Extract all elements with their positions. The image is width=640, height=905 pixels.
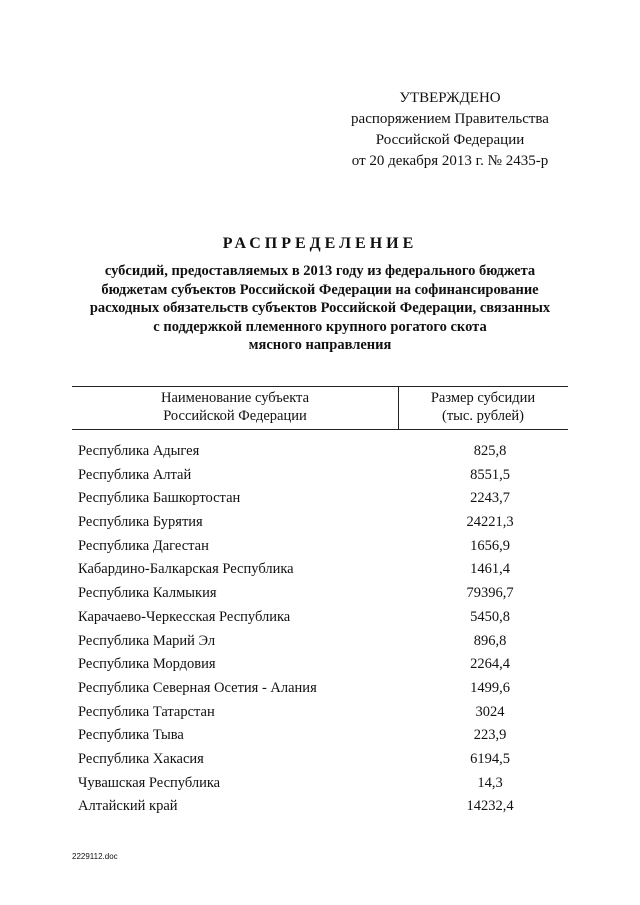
approval-block bbox=[330, 88, 570, 172]
approval-line-3: от 20 декабря 2013 г. № 2435-р bbox=[351, 153, 549, 169]
region-name: Республика Хакасия bbox=[78, 750, 204, 767]
subtitle-line-3: расходных обязательств субъектов Российской Федерации, связанных bbox=[89, 300, 551, 316]
subsidy-value: 2264,4 bbox=[470, 656, 510, 673]
table-row bbox=[78, 465, 558, 489]
approval-line-2: Российской Федерации bbox=[375, 132, 525, 148]
column-header-region bbox=[72, 389, 398, 425]
document-title: РАСПРЕДЕЛЕНИЕ bbox=[222, 235, 418, 252]
column-header-subsidy-line-2: (тыс. рублей) bbox=[442, 408, 524, 424]
subsidy-value: 2243,7 bbox=[470, 490, 510, 507]
table-row bbox=[78, 654, 558, 678]
subsidy-value: 6194,5 bbox=[470, 750, 510, 767]
subtitle-line-1: субсидий, предоставляемых в 2013 году из федерального бюджета bbox=[104, 263, 536, 279]
subsidy-value: 8551,5 bbox=[470, 466, 510, 483]
document-filename: 2229112.doc bbox=[72, 852, 118, 861]
document-subtitle bbox=[60, 262, 580, 355]
table-row bbox=[78, 725, 558, 749]
subtitle-line-2: бюджетам субъектов Российской Федерации на софинансирование bbox=[101, 281, 539, 298]
region-name: Кабардино-Балкарская Республика bbox=[78, 561, 294, 578]
subsidy-value: 14232,4 bbox=[466, 798, 514, 815]
table-row bbox=[78, 796, 558, 820]
subsidy-value: 1461,4 bbox=[470, 561, 510, 578]
table-row bbox=[78, 773, 558, 797]
subtitle-line-5: мясного направления bbox=[248, 337, 392, 353]
table-row bbox=[78, 559, 558, 583]
table-top-rule bbox=[72, 386, 568, 387]
subsidy-value: 3024 bbox=[475, 703, 505, 720]
subsidy-value: 223,9 bbox=[473, 727, 507, 744]
table-row bbox=[78, 441, 558, 465]
region-name: Республика Калмыкия bbox=[78, 585, 217, 602]
region-name: Карачаево-Черкесская Республика bbox=[78, 608, 291, 625]
table-row bbox=[78, 631, 558, 655]
region-name: Республика Татарстан bbox=[78, 703, 215, 720]
column-header-subsidy-line-1: Размер субсидии bbox=[430, 390, 536, 406]
subsidy-value: 896,8 bbox=[473, 632, 507, 649]
table-row bbox=[78, 488, 558, 512]
region-name: Республика Тыва bbox=[78, 727, 184, 744]
table-row bbox=[78, 702, 558, 726]
table-header-bottom-rule bbox=[72, 429, 568, 430]
region-name: Республика Бурятия bbox=[78, 514, 203, 531]
approval-line-1: распоряжением Правительства bbox=[351, 111, 549, 127]
subsidy-value: 1656,9 bbox=[470, 537, 510, 554]
table-row bbox=[78, 583, 558, 607]
table-row bbox=[78, 536, 558, 560]
table-row bbox=[78, 749, 558, 773]
region-name: Республика Башкортостан bbox=[78, 490, 241, 507]
region-name: Республика Марий Эл bbox=[78, 632, 216, 649]
region-name: Республика Алтай bbox=[78, 466, 192, 483]
region-name: Алтайский край bbox=[78, 798, 178, 815]
column-header-subsidy bbox=[398, 389, 568, 425]
column-header-region-line-2: Российской Федерации bbox=[163, 408, 307, 424]
region-name: Республика Северная Осетия - Алания bbox=[78, 679, 317, 696]
table-body bbox=[78, 441, 558, 820]
table-row bbox=[78, 512, 558, 536]
column-header-region-line-1: Наименование субъекта bbox=[160, 390, 310, 406]
table-row bbox=[78, 678, 558, 702]
subsidy-value: 1499,6 bbox=[470, 679, 510, 696]
region-name: Республика Дагестан bbox=[78, 537, 209, 554]
subtitle-line-4: с поддержкой племенного крупного рогатого скота bbox=[153, 318, 487, 335]
subsidy-value: 79396,7 bbox=[466, 585, 514, 602]
approval-stamp: УТВЕРЖДЕНО bbox=[399, 90, 501, 106]
region-name: Республика Адыгея bbox=[78, 443, 200, 459]
region-name: Республика Мордовия bbox=[78, 656, 216, 673]
subsidy-value: 5450,8 bbox=[470, 608, 510, 625]
subsidy-value: 825,8 bbox=[473, 443, 507, 459]
table-row bbox=[78, 607, 558, 631]
subsidy-value: 24221,3 bbox=[466, 514, 514, 531]
region-name: Чувашская Республика bbox=[78, 774, 221, 791]
subsidy-value: 14,3 bbox=[477, 774, 503, 791]
